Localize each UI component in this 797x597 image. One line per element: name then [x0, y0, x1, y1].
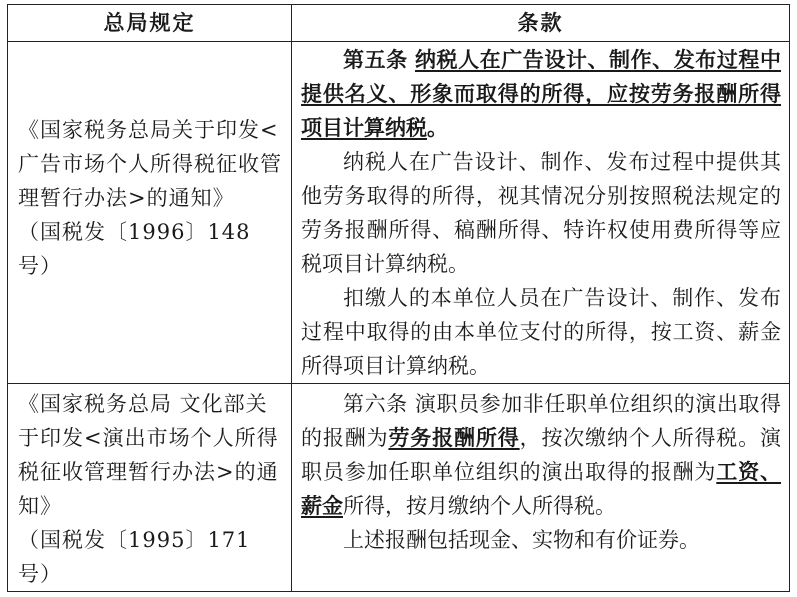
column-divider [291, 5, 292, 591]
clause-paragraph: 扣缴人的本单位人员在广告设计、制作、发布过程中取得的由本单位支付的所得，按工资、薪金所得项目计算纳税。 [301, 286, 781, 378]
source-title: 《国家税务总局 文化部关于印发<演出市场个人所得税征收管理暂行办法>的通知》 [18, 392, 279, 518]
clause-article-6: 第六条 演职员参加非任职单位组织的演出取得的报酬为劳务报酬所得，按次缴纳个人所得税。演职员参加任职单位组织的演出取得的报酬为工资、薪金所得，按月缴纳个人所得税。 [301, 392, 782, 518]
row-2-source [18, 387, 284, 591]
clause-paragraph: 纳税人在广告设计、制作、发布过程中提供其他劳务取得的所得，视其情况分别按照税法规定的劳务报酬所得、稿酬所得、特许权使用费所得等应税项目计算纳税。 [301, 150, 781, 276]
clause-paragraph: 上述报酬包括现金、实物和有价证券。 [343, 528, 700, 552]
regulation-table [7, 4, 790, 592]
article-label: 第五条 [343, 47, 408, 72]
row-1-source [18, 113, 284, 283]
row-divider [8, 383, 789, 384]
clause-article-5: 第五条 纳税人在广告设计、制作、发布过程中提供名义、形象而取得的所得，应按劳务报酬所得项目计算纳税。 [301, 47, 782, 140]
row-1-clauses [301, 43, 781, 383]
column-header-clause: 条款 [517, 10, 564, 35]
source-doc-number: （国税发〔1996〕148号） [18, 220, 251, 278]
header-divider [8, 41, 789, 42]
source-doc-number: （国税发〔1995〕171号） [18, 528, 251, 586]
column-header-source: 总局规定 [103, 10, 196, 35]
row-2-clauses [301, 387, 781, 557]
source-title: 《国家税务总局关于印发<广告市场个人所得税征收管理暂行办法>的通知》 [18, 118, 282, 210]
highlighted-term: 劳务报酬所得 [388, 425, 520, 450]
highlighted-clause: 纳税人在广告设计、制作、发布过程中提供名义、形象而取得的所得，应按劳务报酬所得项目计算纳税 [301, 47, 782, 140]
highlighted-term: 工资、薪金 [301, 459, 782, 518]
